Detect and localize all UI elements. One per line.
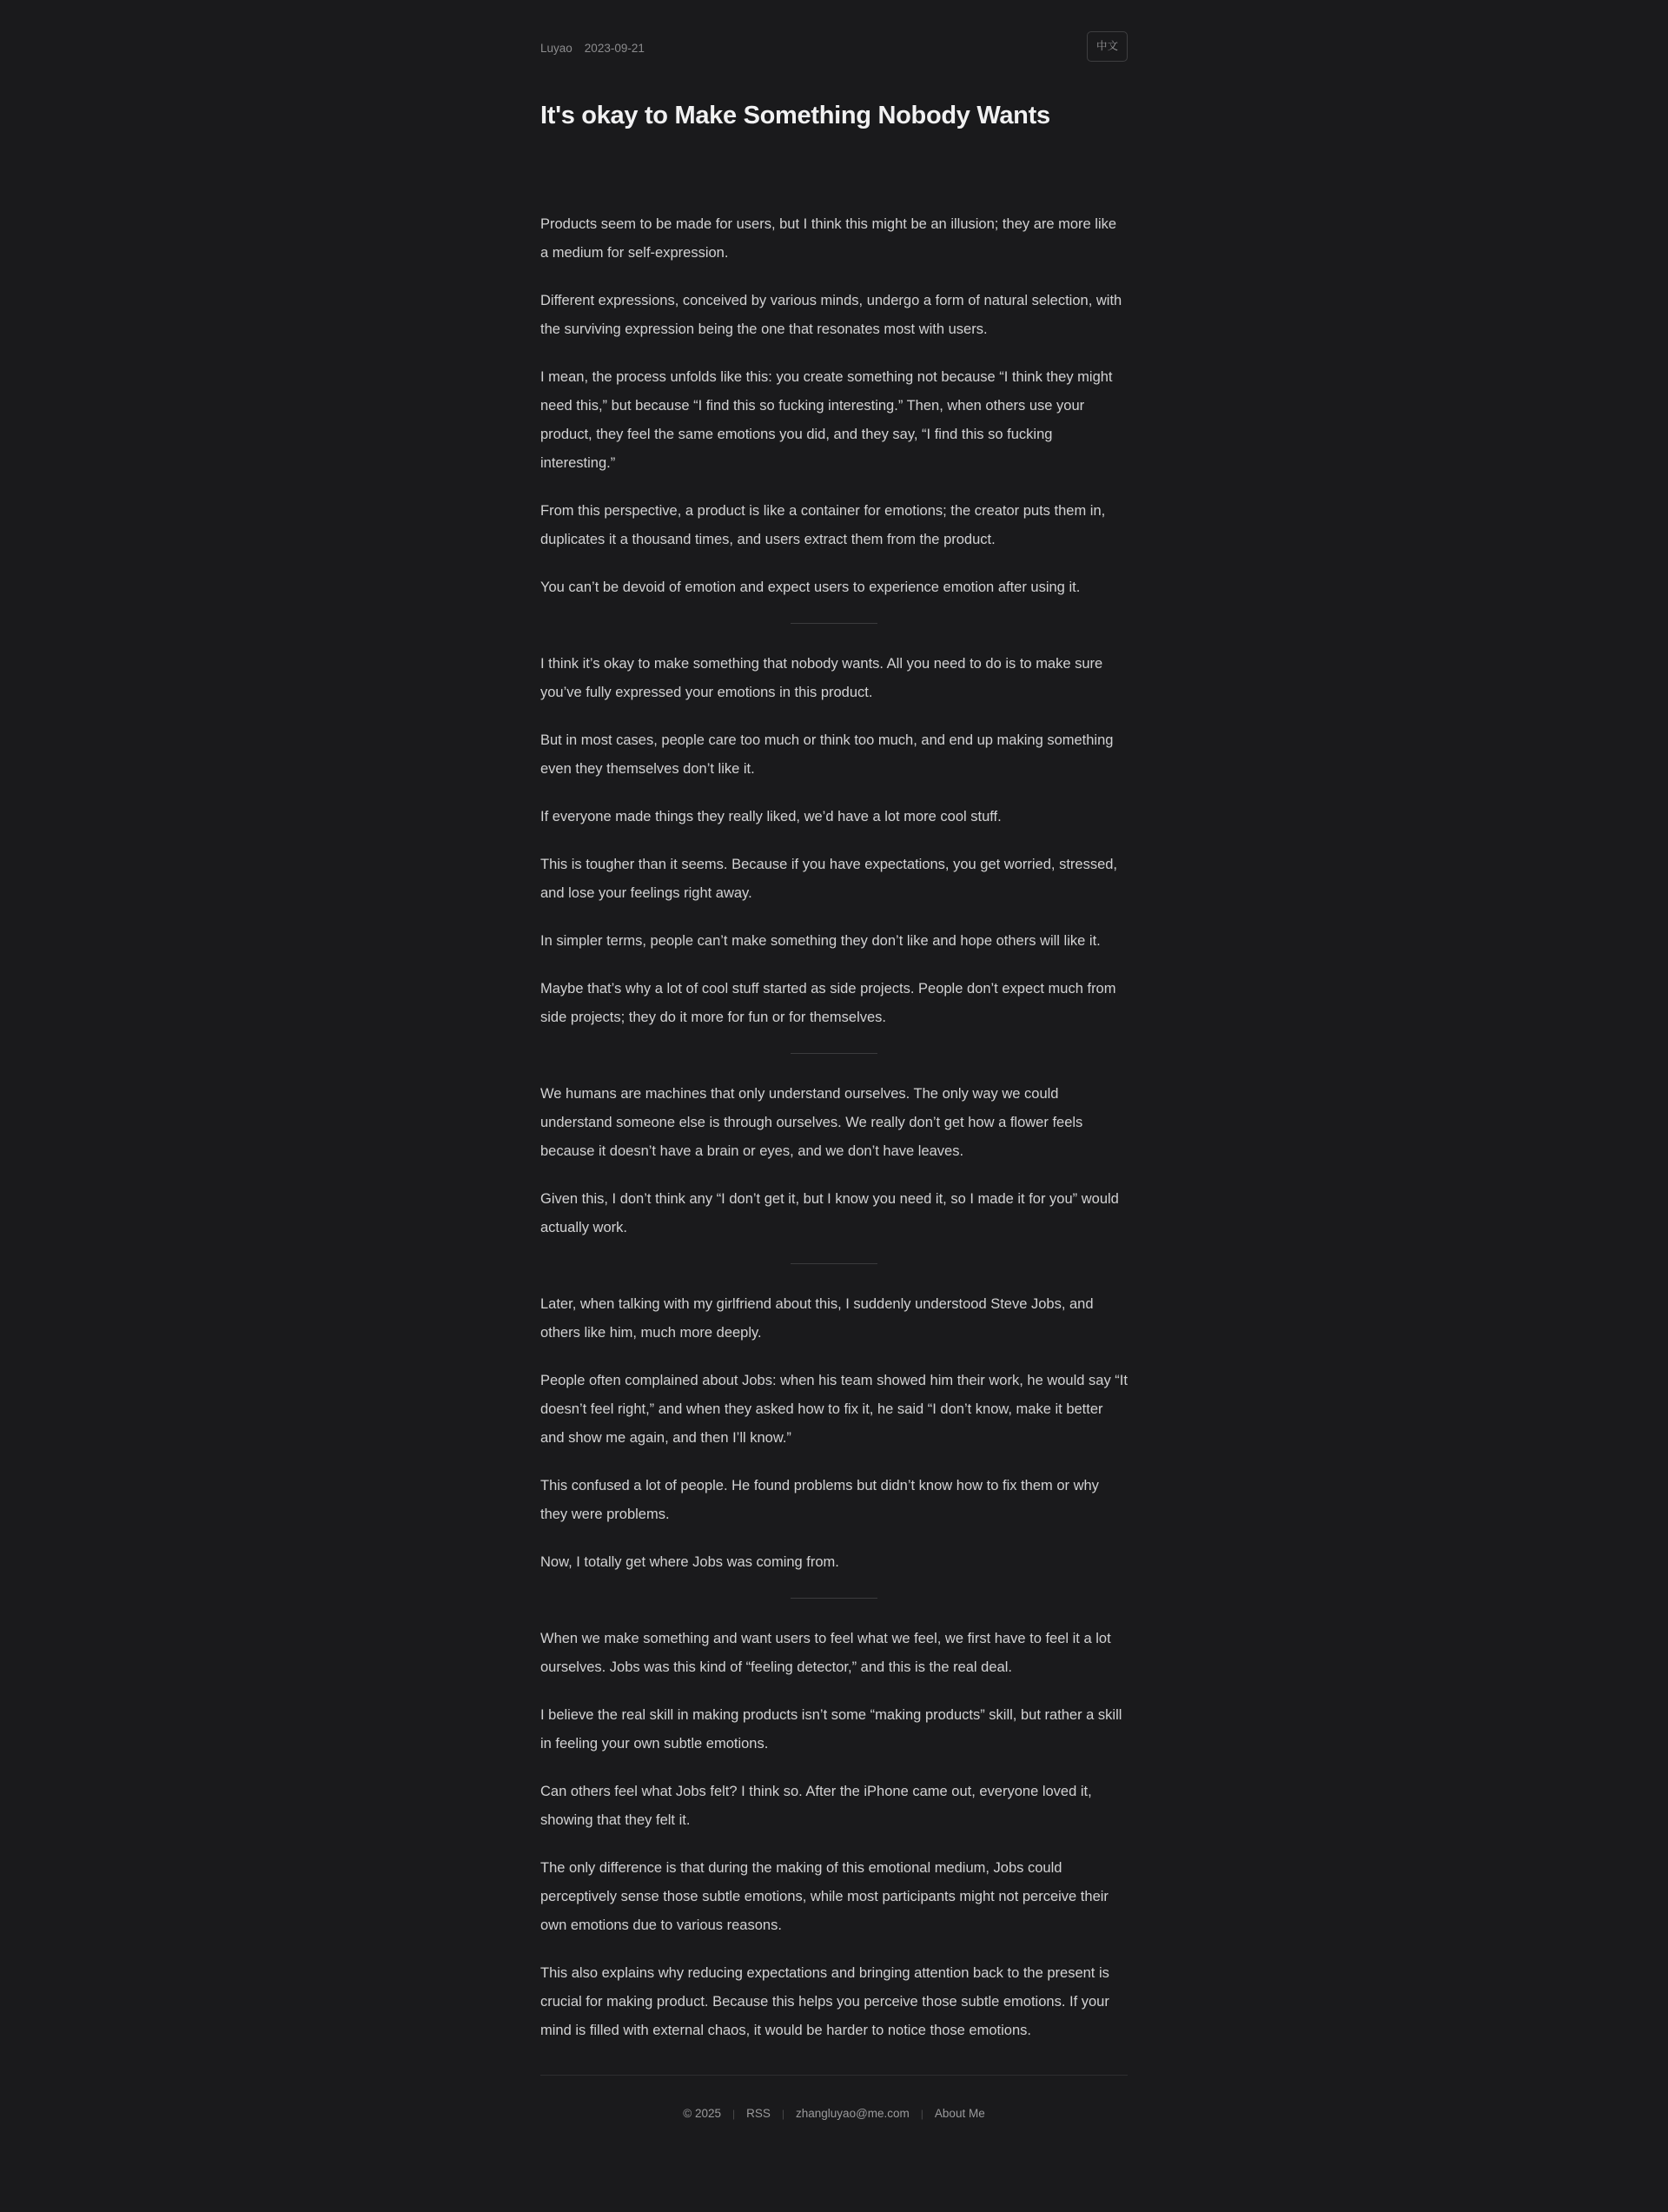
- content-column: [540, 0, 1128, 2163]
- footer-separator: |: [732, 2107, 736, 2120]
- author-link[interactable]: Luyao: [540, 42, 573, 55]
- paragraph: The only difference is that during the making of this emotional medium, Jobs could perceptively sense those subtle emotions, while most participants might not perceive their own emotions due to various reasons.: [540, 1859, 1109, 1933]
- section-divider: [791, 1263, 877, 1264]
- article-section: [540, 1290, 1128, 1577]
- footer-divider: [540, 2075, 1128, 2076]
- rss-link[interactable]: RSS: [746, 2106, 771, 2120]
- page-footer: [540, 2075, 1128, 2120]
- article-body: [540, 210, 1128, 2045]
- paragraph: This confused a lot of people. He found problems but didn’t know how to fix them or why they were problems.: [540, 1477, 1099, 1522]
- copyright-text: © 2025: [683, 2106, 721, 2120]
- paragraph: From this perspective, a product is like a container for emotions; the creator puts them in, duplicates it a thousand times, and users extract them from the product.: [540, 502, 1106, 547]
- paragraph: Maybe that’s why a lot of cool stuff started as side projects. People don’t expect much from side projects; they do it more for fun or for themselves.: [540, 980, 1116, 1025]
- language-toggle-button[interactable]: 中文: [1087, 31, 1128, 62]
- about-me-link[interactable]: About Me: [934, 2106, 985, 2120]
- paragraph: I think it’s okay to make something that nobody wants. All you need to do is to make sure you’ve fully expressed your emotions in this product.: [540, 655, 1103, 700]
- paragraph: We humans are machines that only understand ourselves. The only way we could understand someone else is through ourselves. We really don’t get how a flower feels because it doesn’t have a brain or eyes, and we don’t have leaves.: [540, 1085, 1083, 1159]
- article-section: [540, 210, 1128, 602]
- section-divider: [791, 623, 877, 624]
- footer-separator: |: [920, 2107, 923, 2120]
- post-date: 2023-09-21: [584, 42, 645, 55]
- paragraph: If everyone made things they really liked, we’d have a lot more cool stuff.: [540, 808, 1002, 825]
- paragraph: You can’t be devoid of emotion and expect users to experience emotion after using it.: [540, 579, 1081, 595]
- footer-separator: |: [781, 2107, 785, 2120]
- page-title: It's okay to Make Something Nobody Wants: [540, 101, 1050, 129]
- paragraph: Can others feel what Jobs felt? I think so. After the iPhone came out, everyone loved it, showing that they felt it.: [540, 1783, 1092, 1828]
- section-divider: [791, 1598, 877, 1599]
- paragraph: When we make something and want users to feel what we feel, we first have to feel it a lot ourselves. Jobs was this kind of “feeling detector,” and this is the real deal.: [540, 1630, 1111, 1675]
- paragraph: People often complained about Jobs: when his team showed him their work, he would say “It doesn’t feel right,” and when they asked how to fix it, he said “I don’t know, make it better and show me again, and then I’ll know.”: [540, 1372, 1128, 1446]
- paragraph: Different expressions, conceived by various minds, undergo a form of natural selection, with the surviving expression being the one that resonates most with users.: [540, 292, 1122, 337]
- footer-links-row: [540, 2107, 1128, 2120]
- section-divider: [791, 1053, 877, 1054]
- paragraph: I believe the real skill in making products isn’t some “making products” skill, but rather a skill in feeling your own subtle emotions.: [540, 1706, 1122, 1752]
- post-meta: [540, 31, 645, 55]
- article-section: [540, 650, 1128, 1032]
- paragraph: Later, when talking with my girlfriend about this, I suddenly understood Steve Jobs, and others like him, much more deeply.: [540, 1295, 1094, 1341]
- email-link[interactable]: zhangluyao@me.com: [796, 2106, 910, 2120]
- post-header: [540, 31, 1128, 62]
- article-section: [540, 1080, 1128, 1242]
- paragraph: But in most cases, people care too much or think too much, and end up making something even they themselves don’t like it.: [540, 732, 1114, 777]
- paragraph: This also explains why reducing expectations and bringing attention back to the present is crucial for making product. Because this helps you perceive those subtle emotions. If your mind is filled with external chaos, it would be harder to notice those emotions.: [540, 1964, 1109, 2038]
- article-section: [540, 1625, 1128, 2045]
- paragraph: Products seem to be made for users, but I think this might be an illusion; they are more like a medium for self-expression.: [540, 215, 1117, 261]
- paragraph: In simpler terms, people can’t make something they don’t like and hope others will like it.: [540, 932, 1101, 949]
- paragraph: Given this, I don’t think any “I don’t get it, but I know you need it, so I made it for you” would actually work.: [540, 1190, 1119, 1235]
- paragraph: Now, I totally get where Jobs was coming from.: [540, 1553, 839, 1570]
- paragraph: This is tougher than it seems. Because if you have expectations, you get worried, stressed, and lose your feelings right away.: [540, 856, 1118, 901]
- paragraph: I mean, the process unfolds like this: you create something not because “I think they might need this,” but because “I find this so fucking interesting.” Then, when others use your product, they feel the same emotions you did, and they say, “I find this so fucking interesting.”: [540, 368, 1113, 471]
